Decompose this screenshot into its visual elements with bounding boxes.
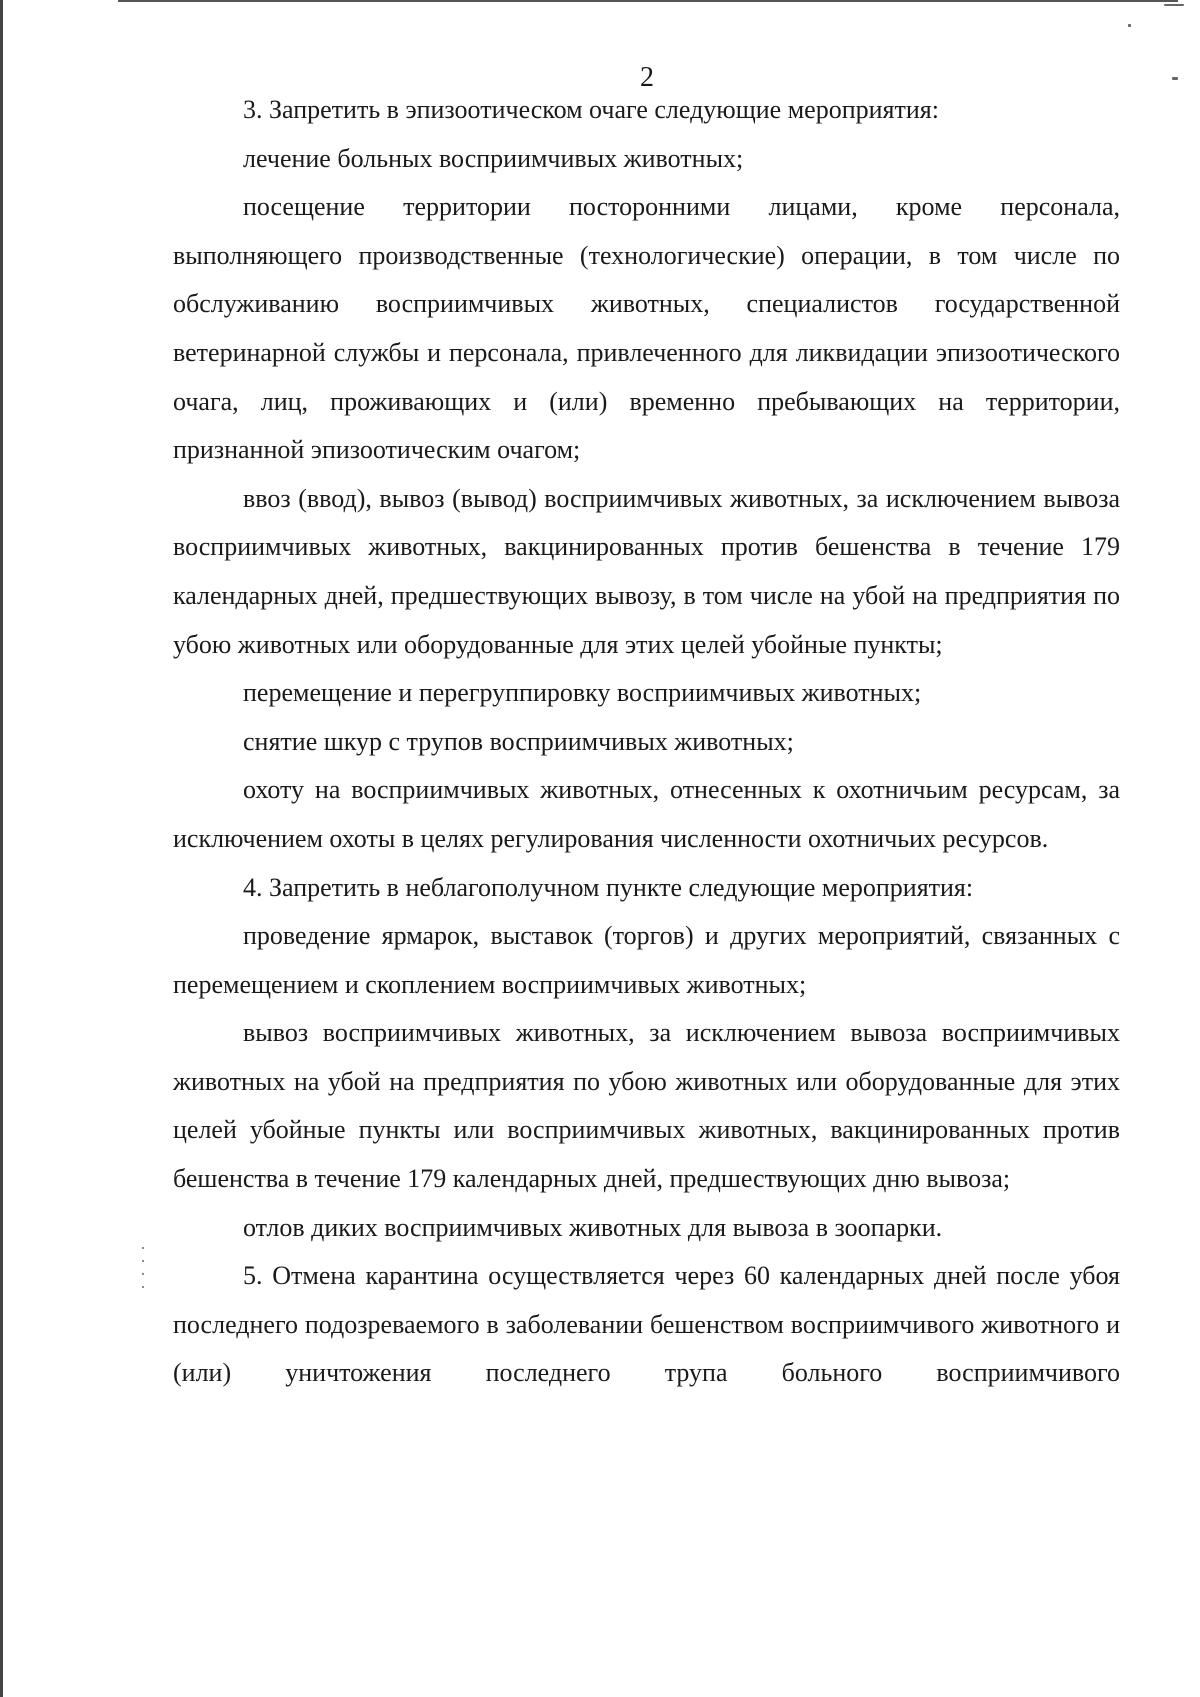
left-scan-edge	[0, 0, 3, 1697]
paragraph-visit-ban: посещение территории посторонними лицами, кроме персонала, выполняющего производственные (технологические) операции, в том числе по обслуживанию восприимчивых животных, специалистов государственной ветеринарной службы и персонала, привлеченного для ликвидации эпизоотического очага, лиц, проживающих и (или) временно пребывающих на территории, признанной эпизоотическим очагом;	[173, 192, 1120, 465]
paragraph-capture-ban: отлов диких восприимчивых животных для вывоза в зоопарки.	[243, 1212, 943, 1242]
scan-speck	[142, 1286, 144, 1288]
scan-speck	[1164, 4, 1184, 6]
scan-speck	[142, 1260, 144, 1262]
paragraph-item-4: 4. Запретить в неблагополучном пункте следующие мероприятия:	[243, 872, 974, 902]
paragraph-import-export-ban: ввоз (ввод), вывоз (вывод) восприимчивых животных, за исключением вывоза восприимчивых животных, вакцинированных против бешенства в течение 179 календарных дней, предшествующих вывозу, в том числе на убой на предприятия по убою животных или оборудованные для этих целей убойные пункты;	[173, 483, 1120, 659]
paragraph-regrouping-ban: перемещение и перегруппировку восприимчивых животных;	[243, 678, 922, 708]
page-number: 2	[640, 62, 654, 93]
paragraph-removal-ban: вывоз восприимчивых животных, за исключением вывоза восприимчивых животных на убой на предприятия по убою животных или оборудованные для этих целей убойные пункты или восприимчивых животных, вакцинированных против бешенства в течение 179 календарных дней, предшествующих дню вывоза;	[173, 1018, 1120, 1194]
paragraph-skinning-ban: снятие шкур с трупов восприимчивых животных;	[243, 726, 794, 756]
paragraph-item-5: 5. Отмена карантина осуществляется через 60 календарных дней после убоя последнего подозреваемого в заболевании бешенством восприимчивого животного и (или) уничтожения последнего трупа больного восприимчивого	[173, 1261, 1120, 1388]
scan-speck	[142, 1273, 144, 1275]
scan-speck	[142, 1247, 144, 1249]
paragraph-fairs-ban: проведение ярмарок, выставок (торгов) и других мероприятий, связанных с перемещением и скоплением восприимчивых животных;	[173, 921, 1120, 999]
top-border-line	[118, 0, 1178, 2]
paragraph-treatment-ban: лечение больных восприимчивых животных;	[243, 143, 744, 173]
document-body	[173, 86, 1120, 1398]
scan-speck	[1128, 24, 1131, 27]
paragraph-item-3: 3. Запретить в эпизоотическом очаге следующие мероприятия:	[243, 95, 939, 124]
paragraph-hunting-ban: охоту на восприимчивых животных, отнесенных к охотничьим ресурсам, за исключением охоты в целях регулирования численности охотничьих ресурсов.	[173, 775, 1120, 853]
